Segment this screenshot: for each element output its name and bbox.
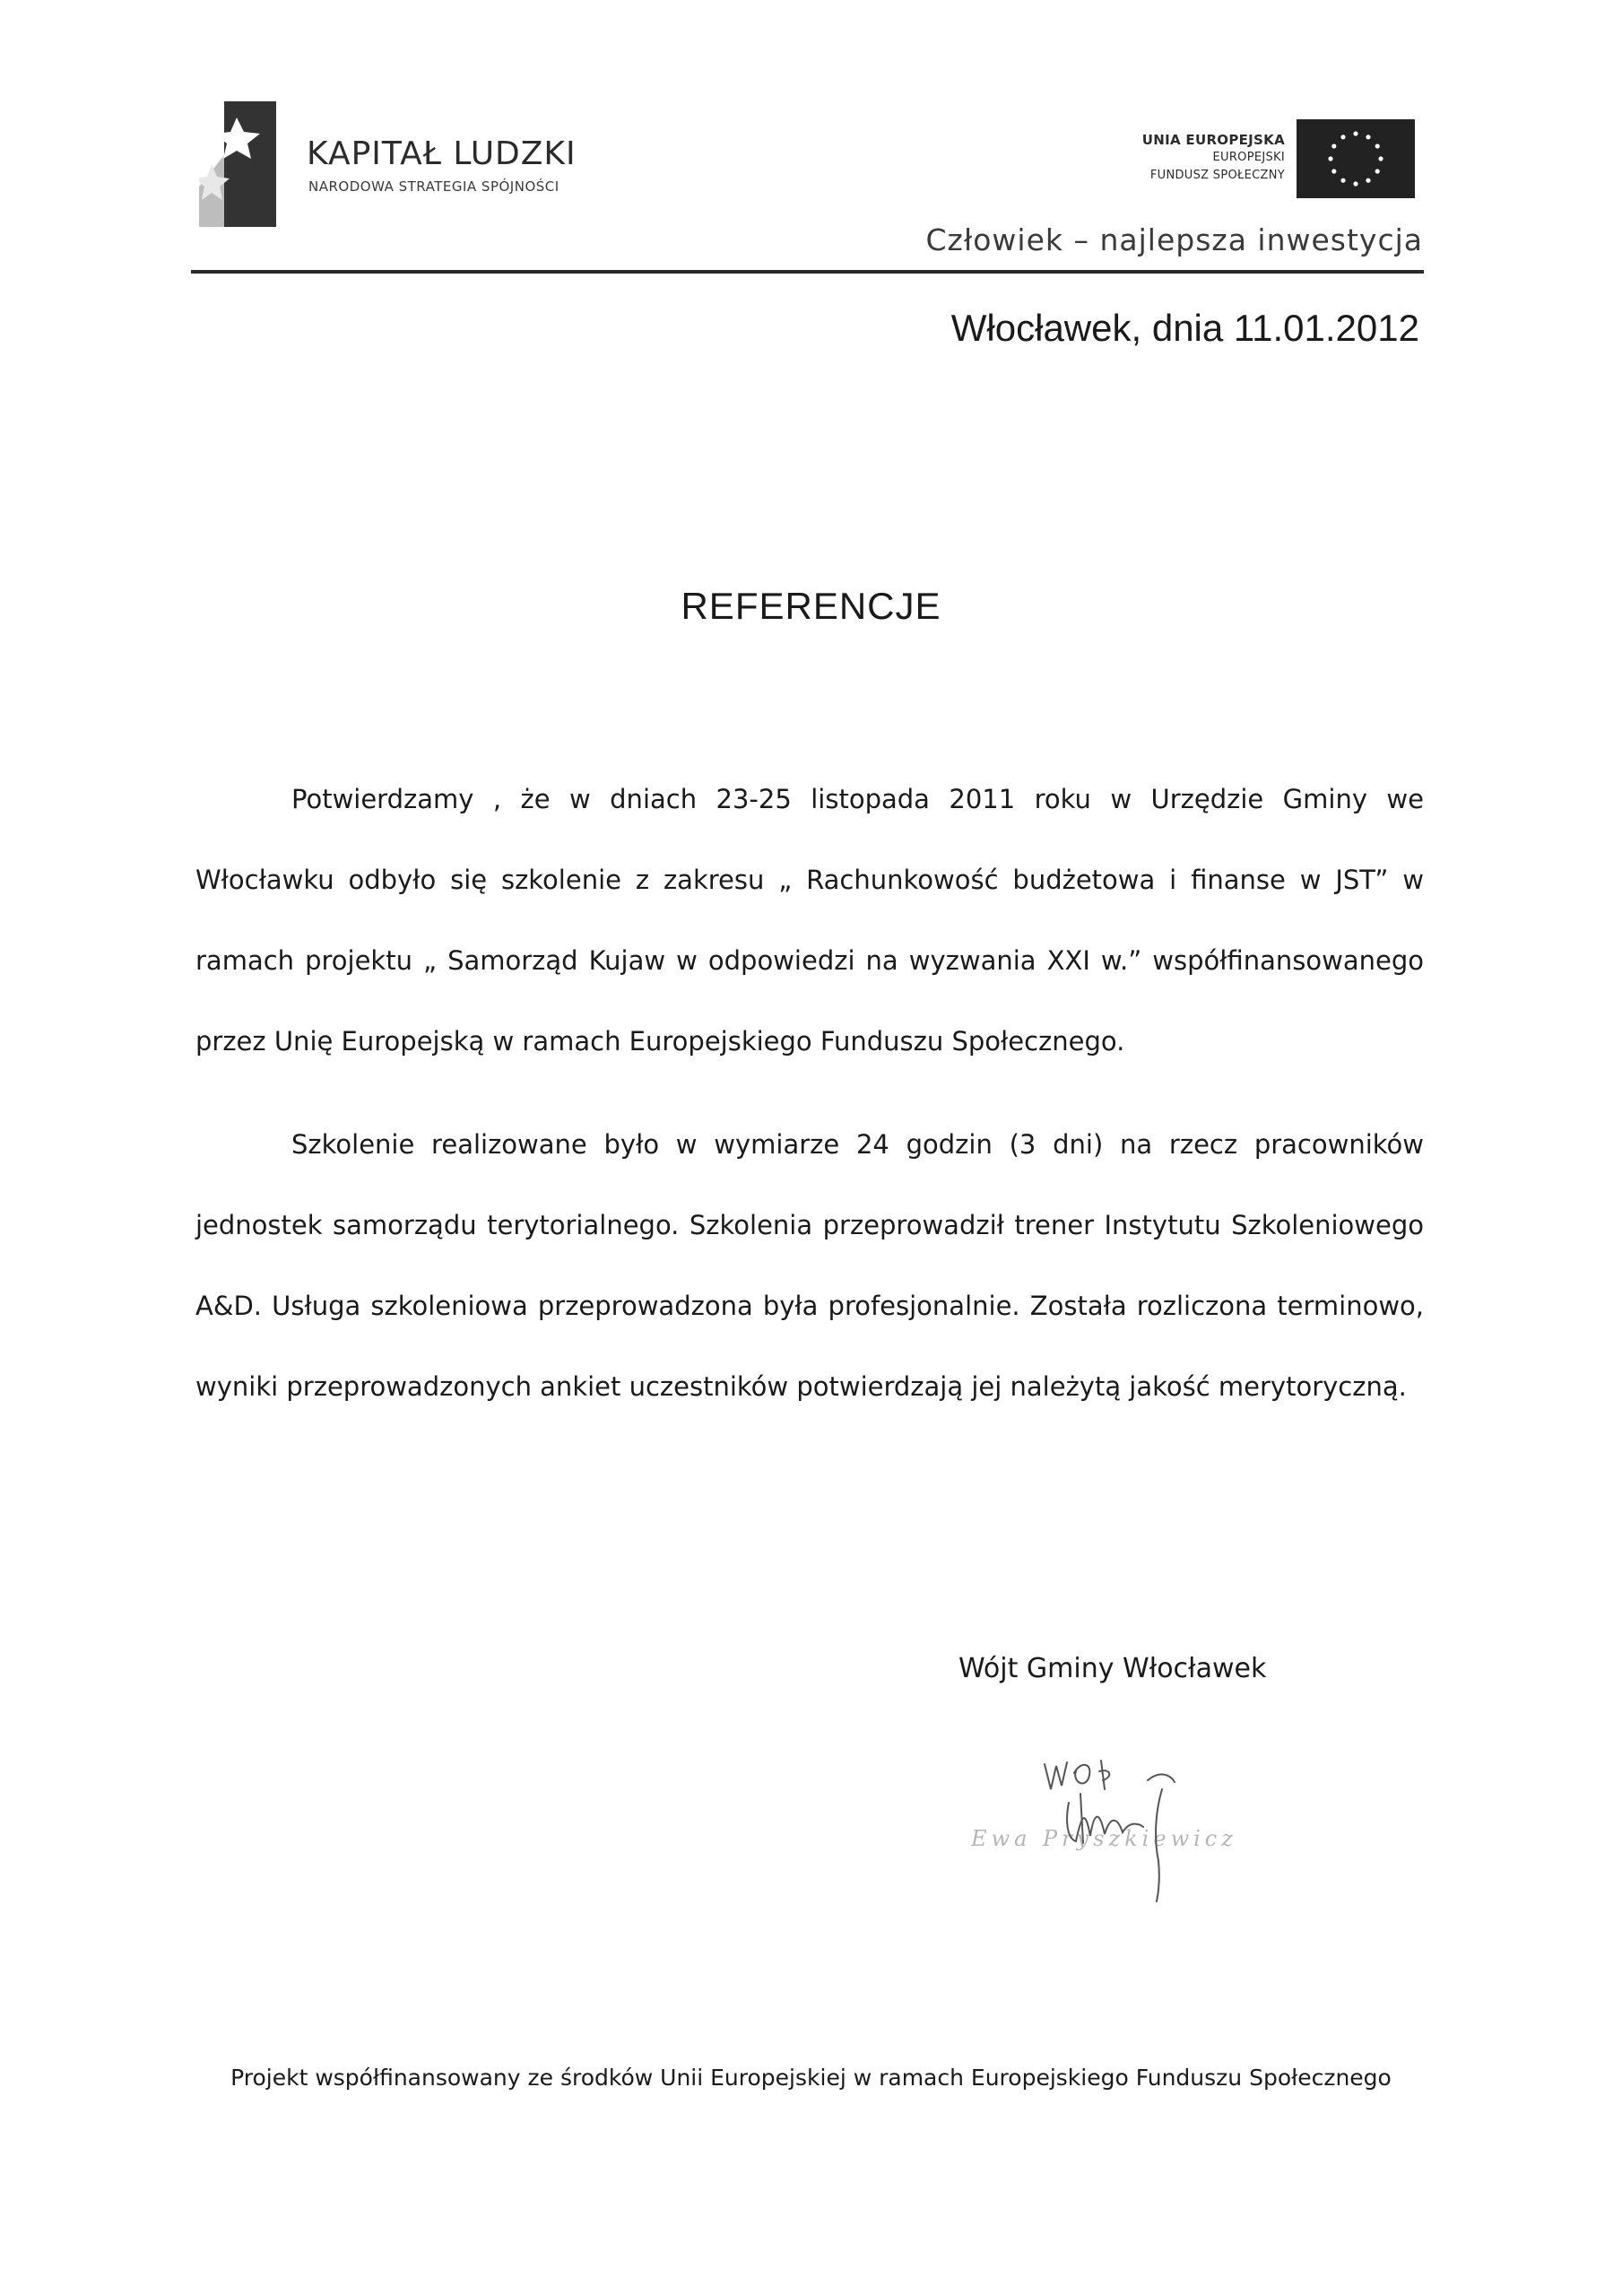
paragraph-2: Szkolenie realizowane było w wymiarze 24 godzin (3 dni) na rzecz pracowników jednostek samorządu terytorialnego. Szkolenia przeprowadził trener Instytutu Szkoleniowego A&D. Usługa szkoleniowa przeprowadzona była profesjonalnie. Została rozliczona terminowo, wyniki przeprowadzonych ankiet uczestników potwierdzają jej należytą jakość merytoryczną. <box>195 1129 1424 1402</box>
handwritten-signature <box>968 1753 1291 1906</box>
eu-star-icon <box>1366 178 1370 183</box>
kapital-ludzki-title: KAPITAŁ LUDZKI <box>307 135 577 172</box>
eu-star-icon <box>1375 144 1380 148</box>
eu-fund-line-2: FUNDUSZ SPOŁECZNY <box>1149 169 1285 182</box>
kapital-ludzki-subtitle: NARODOWA STRATEGIA SPÓJNOŚCI <box>308 178 559 195</box>
paragraph-1: Potwierdzamy , że w dniach 23-25 listopada 2011 roku w Urzędzie Gminy we Włocławku odbyło się szkolenie z zakresu „ Rachunkowość budżetowa i finanse w JST” w ramach projektu „ Samorząd Kujaw w odpowiedzi na wyzwania XXI w.” współfinansowanego przez Unię Europejską w ramach Europejskiego Funduszu Społecznego. <box>195 784 1424 1057</box>
place-and-date: Włocławek, dnia 11.01.2012 <box>950 307 1419 349</box>
eu-star-icon <box>1331 169 1336 173</box>
eu-name: UNIA EUROPEJSKA <box>1141 132 1285 148</box>
header-divider <box>191 270 1424 274</box>
eu-star-icon <box>1328 156 1332 161</box>
signatory-title: Wójt Gminy Włocławek <box>958 1653 1267 1684</box>
stamp-name: Ewa Pryszkiewicz <box>971 1826 1237 1851</box>
eu-star-icon <box>1353 131 1357 135</box>
eu-fund-line-1: EUROPEJSKI <box>1212 151 1285 164</box>
eu-star-icon <box>1340 178 1345 183</box>
eu-fund-text <box>1142 131 1285 185</box>
eu-star-icon <box>1340 135 1345 139</box>
eu-star-icon <box>1375 169 1380 173</box>
eu-flag-icon <box>1297 119 1415 198</box>
document-title: REFERENCJE <box>681 585 941 627</box>
eu-star-icon <box>1353 181 1357 186</box>
eu-star-icon <box>1378 156 1383 161</box>
eu-star-icon <box>1331 144 1336 148</box>
eu-star-icon <box>1366 135 1370 139</box>
kapital-ludzki-emblem-icon <box>199 101 276 227</box>
footer-note: Projekt współfinansowany ze środków Unii Europejskiej w ramach Europejskiego Funduszu Społecznego <box>230 2065 1392 2091</box>
slogan: Człowiek – najlepsza inwestycja <box>925 222 1423 257</box>
kapital-ludzki-logo <box>199 101 603 227</box>
